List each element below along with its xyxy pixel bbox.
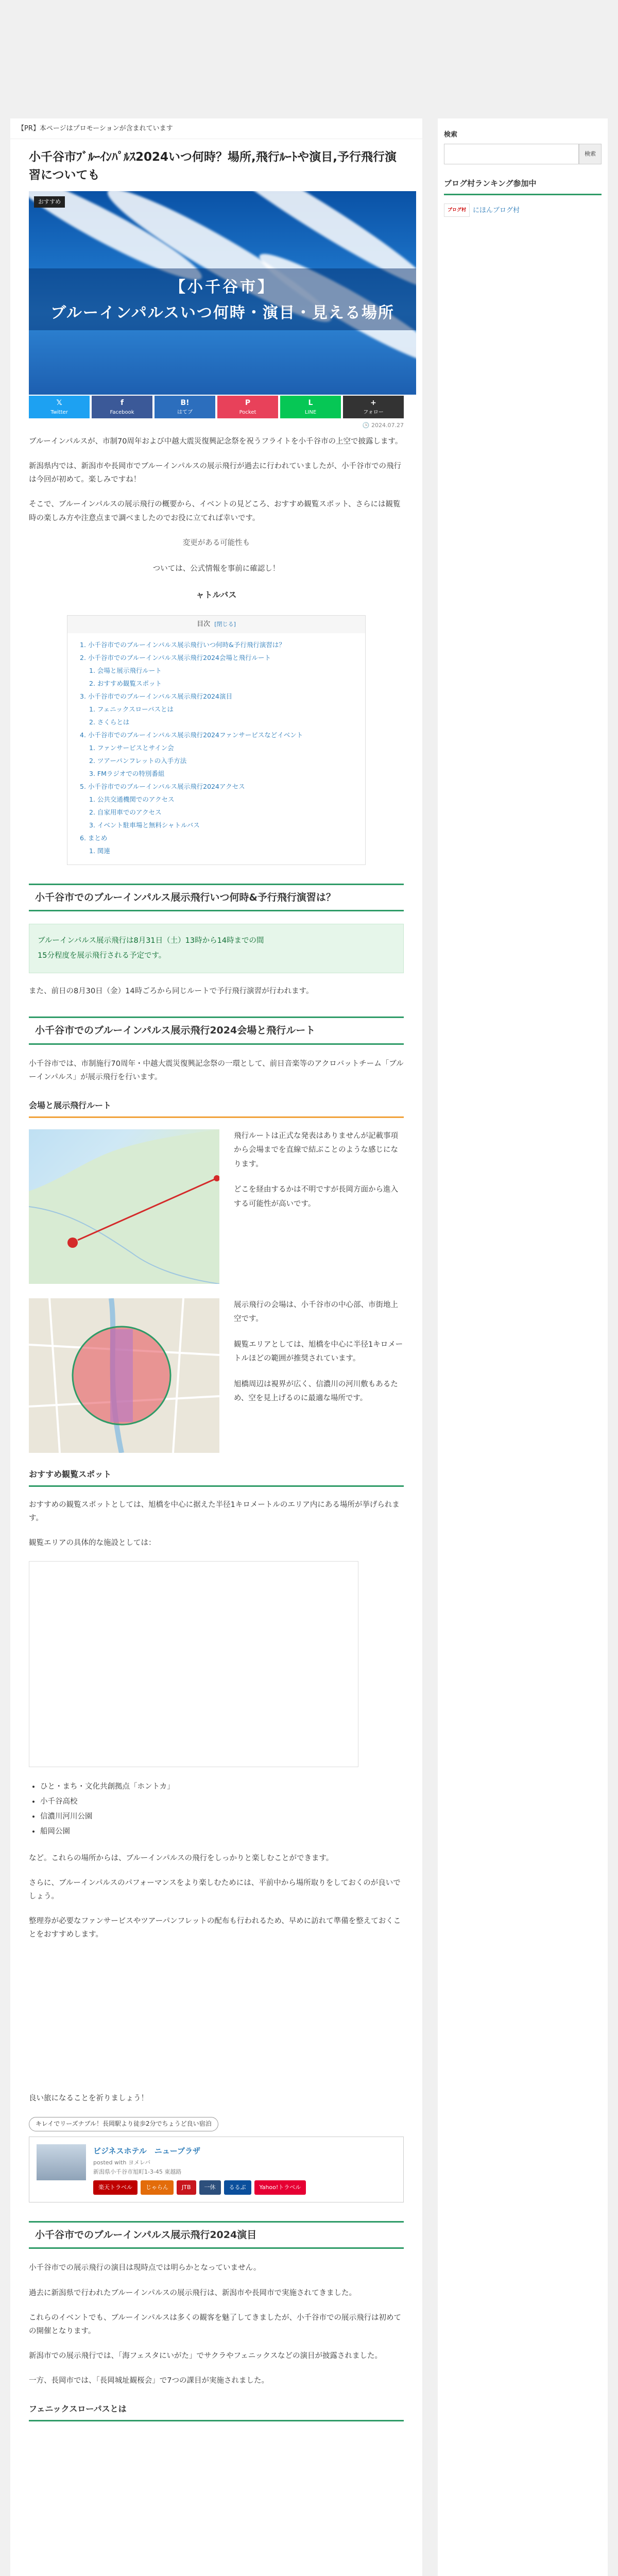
intro-paragraph-1: ブルーインパルスが、市制70周年および中越大震災復興記念祭を祝うフライトを小千谷市の上空で披露します。 (29, 437, 403, 446)
rehearsal-paragraph: また、前日の8月30日（金）14時ごろから同じルートで予行飛行演習が行われます。 (29, 987, 314, 996)
search-input[interactable] (444, 144, 579, 164)
toc-item (80, 806, 353, 819)
spots-paragraph-1: おすすめの観覧スポットとしては、旭橋を中心に据えた半径1キロメートルのエリア内にある場所が挙げられます。 (29, 1500, 400, 1522)
toc-item (80, 703, 353, 716)
hotel-card (29, 2137, 404, 2202)
schedule-line-1: ブルーインパルス展示飛行は8月31日（土）13時から14時までの間 (38, 937, 264, 945)
share-icon: P (245, 399, 251, 408)
route-text (234, 1129, 404, 1284)
venue-row (29, 1298, 404, 1453)
intro-paragraph-3: そこで、ブルーインパルスの展示飛行の概要から、イベントの見どころ、おすすめ観覧スポット、さらには観覧時の楽しみ方や注意点まで調べましたのでお役に立てれば幸いです。 (29, 500, 401, 522)
venue-paragraph: 小千谷市では、市制施行70周年・中越大震災復興記念祭の一環として、前日音楽等のアクロバットチーム「ブルーインパルス」が展示飛行を行います。 (29, 1059, 404, 1081)
search-button[interactable]: 検索 (579, 144, 602, 164)
route-row (29, 1129, 404, 1284)
promo-notice: 【PR】本ページはプロモーションが含まれています (10, 118, 422, 139)
list-item: • ひと・まち・文化共創拠点「ホントカ」 (40, 1780, 404, 1794)
share-button[interactable] (92, 396, 152, 418)
toc-link[interactable]: 2. ツアーパンフレットの入手方法 (89, 756, 187, 765)
intro-paragraph-2: 新潟県内では、新潟市や長岡市でブルーインパルスの展示飛行が過去に行われていましたが、小千谷市での飛行は今回が初めて。楽しみですね！ (29, 462, 401, 484)
category-badge[interactable]: おすすめ (34, 196, 65, 208)
ranking-widget (444, 204, 602, 217)
hotel-image[interactable] (37, 2144, 86, 2180)
route-paragraph-2: どこを経由するかは不明ですが長岡方面から進入する可能性が高いです。 (234, 1185, 398, 1208)
toc-item (80, 741, 353, 754)
main-content (10, 118, 422, 2576)
ad-space (29, 1953, 404, 2092)
booking-button[interactable]: JTB (177, 2180, 196, 2195)
venue-paragraph-a: 展示飛行の会場は、小千谷市の中心部、市街地上空です。 (234, 1300, 398, 1324)
share-button[interactable] (280, 396, 341, 418)
venue-text (234, 1298, 404, 1453)
toc-toggle[interactable]: [閉じる] (214, 620, 236, 628)
venue-map-svg (29, 1298, 219, 1453)
top-background (0, 0, 618, 118)
toc-item (80, 677, 353, 690)
toc-link[interactable]: 1. ファンサービスとサイン会 (89, 743, 174, 752)
spots-paragraph-3: など。これらの場所からは、ブルーインパルスの飛行をしっかりと楽しむことができます。 (29, 1854, 334, 1862)
program-paragraph-2: 過去に新潟県で行われたブルーインパルスの展示飛行は、新潟市や長岡市で実施されてきました。 (29, 2289, 356, 2297)
schedule-highlight (29, 924, 404, 973)
toc-link[interactable]: 3. 小千谷市でのブルーインパルス展示飛行2024演目 (80, 692, 232, 700)
toc-link[interactable]: 1. フェニックスローパスとは (89, 705, 174, 713)
list-item: • 小千谷高校 (40, 1794, 404, 1809)
route-end-marker (67, 1238, 78, 1248)
share-label: Facebook (110, 410, 134, 416)
toc-link[interactable]: 4. 小千谷市でのブルーインパルス展示飛行2024ファンサービスなどイベント (80, 731, 303, 739)
toc-link[interactable]: 5. 小千谷市でのブルーインパルス展示飛行2024アクセス (80, 782, 245, 790)
toc-item (80, 728, 353, 741)
share-icon: + (370, 399, 376, 408)
program-paragraph-4: 新潟市での展示飛行では、「海フェスタにいがた」でサクラやフェニックスなどの演目が披露されました。 (29, 2351, 382, 2360)
share-label: LINE (304, 410, 317, 416)
share-bar (29, 396, 404, 418)
embedded-map-frame[interactable] (29, 1561, 358, 1767)
toc-item (80, 793, 353, 806)
route-paragraph-1: 飛行ルートは正式な発表はありませんが記載事項から会場までを直線で結ぶことのような感じになります。 (234, 1131, 398, 1168)
route-map (29, 1129, 219, 1284)
spots-list (40, 1780, 404, 1839)
share-button[interactable] (29, 396, 90, 418)
booking-button[interactable]: じゃらん (141, 2180, 174, 2195)
subheading-spots: おすすめ観覧スポット (29, 1467, 404, 1487)
hotel-name[interactable]: ビジネスホテル ニューブラザ (93, 2146, 201, 2156)
section-heading-venue: 小千谷市でのブルーインパルス展示飛行2024会場と飛行ルート (29, 1016, 404, 1045)
hero-title-line1: 【小千谷市】 (170, 278, 275, 297)
toc-item (80, 844, 353, 857)
subheading-route: 会場と展示飛行ルート (29, 1098, 404, 1118)
share-icon: 𝕏 (56, 399, 62, 408)
share-icon: f (120, 399, 124, 408)
toc-item (80, 780, 353, 793)
program-paragraph-1: 小千谷市での展示飛行の演目は現時点では明らかとなっていません。 (29, 2264, 261, 2273)
section-heading-schedule: 小千谷市でのブルーインパルス展示飛行いつ何時&予行飛行演習は？ (29, 884, 404, 912)
share-icon: L (308, 399, 313, 408)
toc-link[interactable]: 1. 会場と展示飛行ルート (89, 666, 162, 674)
booking-button[interactable]: 一休 (199, 2180, 221, 2195)
toc-link[interactable]: 1. 小千谷市でのブルーインパルス展示飛行いつ何時&予行飛行演習は？ (80, 640, 285, 649)
hotel-buttons (93, 2180, 306, 2195)
venue-map (29, 1298, 219, 1453)
sidebar (438, 118, 608, 2576)
toc-link[interactable]: 3. イベント駐車場と無料シャトルバス (89, 821, 200, 829)
toc-item (80, 638, 353, 651)
venue-area (110, 1329, 133, 1422)
spots-paragraph-6: 良い旅になることを祈りましょう！ (29, 2094, 148, 2103)
hero-image (29, 191, 416, 395)
program-paragraph-5: 一方、長岡市では、「長岡城址観桜会」で7つの課目が実施されました。 (29, 2376, 269, 2385)
hotel-tag[interactable]: キレイでリーズナブル！長岡駅より徒歩2分でちょうど良い宿泊 (29, 2117, 218, 2131)
hotel-meta-1: posted with ヨメレバ (93, 2159, 151, 2166)
list-item: • 信濃川河川公園 (40, 1809, 404, 1824)
ranking-link[interactable]: にほんブログ村 (473, 206, 520, 214)
hero-title-line2: ブルーインパルスいつ何時・演目・見える場所 (50, 304, 394, 323)
search-title: 検索 (444, 131, 458, 139)
spots-paragraph-2: 観覧エリアの具体的な施設としては： (29, 1538, 156, 1547)
toc-link[interactable]: 2. おすすめ観覧スポット (89, 679, 162, 687)
toc-link[interactable]: 3. FMラジオでの特別番組 (89, 769, 165, 777)
page-title: 小千谷市ﾌﾞﾙｰｲﾝﾊﾟﾙｽ2024いつ何時？場所,飛行ﾙｰﾄや演目,予行飛行演習についても (29, 150, 397, 182)
table-of-contents (67, 615, 366, 865)
notice-text: ついては、公式情報を事前に確認し！ (152, 564, 280, 573)
faded-text: 変更がある可能性も (182, 538, 250, 547)
toc-link[interactable]: 6. まとめ (80, 834, 108, 842)
share-label: フォロー (363, 410, 384, 416)
spots-paragraph-4: さらに、ブルーインパルスのパフォーマンスをより楽しむためには、平前中から場所取りをしておくのが良いでしょう。 (29, 1878, 401, 1901)
post-date: 🕒 2024.07.27 (362, 422, 404, 429)
share-button[interactable] (343, 396, 404, 418)
blogmura-logo[interactable]: ブログ村 (444, 204, 470, 217)
venue-paragraph-c: 旭橋周辺は視界が広く、信濃川の河川敷もあるため、空を見上げるのに最適な場所です。 (234, 1380, 398, 1403)
share-label: Pocket (239, 410, 256, 416)
toc-item (80, 716, 353, 728)
ranking-heading: ブログ村ランキング参加中 (444, 177, 602, 195)
toc-item (80, 754, 353, 767)
booking-button[interactable]: Yahoo!トラベル (254, 2180, 306, 2195)
share-button[interactable] (154, 396, 215, 418)
toc-link[interactable]: 2. さくらとは (89, 718, 130, 726)
toc-item (80, 651, 353, 664)
program-paragraph-3: これらのイベントでも、ブルーインパルスは多くの観客を魅了してきましたが、小千谷市での展示飛行は初めての開催となります。 (29, 2313, 401, 2335)
partial-heading: ャトルバス (196, 589, 237, 600)
venue-paragraph-b: 観覧エリアとしては、旭橋を中心に半径1キロメートルほどの範囲が推奨されています。 (234, 1340, 403, 1363)
share-label: はてブ (177, 410, 193, 416)
hotel-meta-2: 新潟県小千谷市旭町1-3-45 東越路 (93, 2168, 182, 2175)
list-item: • 船岡公園 (40, 1824, 404, 1839)
toc-list (80, 638, 353, 857)
booking-button[interactable]: 楽天トラベル (93, 2180, 138, 2195)
spots-paragraph-5: 整理券が必要なファンサービスやツアーパンフレットの配布も行われるため、早めに訪れて準備を整えておくことをおすすめします。 (29, 1917, 401, 1939)
booking-button[interactable]: るるぶ (224, 2180, 251, 2195)
toc-link[interactable]: 1. 関連 (89, 846, 110, 855)
toc-link[interactable]: 1. 公共交通機関でのアクセス (89, 795, 175, 803)
share-icon: B! (180, 399, 190, 408)
toc-title: 目次 (197, 620, 211, 628)
route-map-svg (29, 1129, 219, 1284)
toc-item (80, 832, 353, 844)
subheading-phoenix: フェニックスローパスとは (29, 2402, 404, 2421)
toc-item (80, 690, 353, 703)
schedule-line-2: 15分程度を展示飛行される予定です。 (38, 952, 166, 960)
toc-link[interactable]: 2. 小千谷市でのブルーインパルス展示飛行2024会場と飛行ルート (80, 653, 271, 662)
share-label: Twitter (50, 410, 68, 416)
search-widget (444, 144, 602, 164)
toc-item (80, 819, 353, 832)
toc-header (67, 616, 365, 633)
section-heading-program: 小千谷市でのブルーインパルス展示飛行2024演目 (29, 2221, 404, 2249)
toc-link[interactable]: 2. 自家用車でのアクセス (89, 808, 162, 816)
toc-item (80, 767, 353, 780)
toc-item (80, 664, 353, 677)
share-button[interactable] (217, 396, 278, 418)
